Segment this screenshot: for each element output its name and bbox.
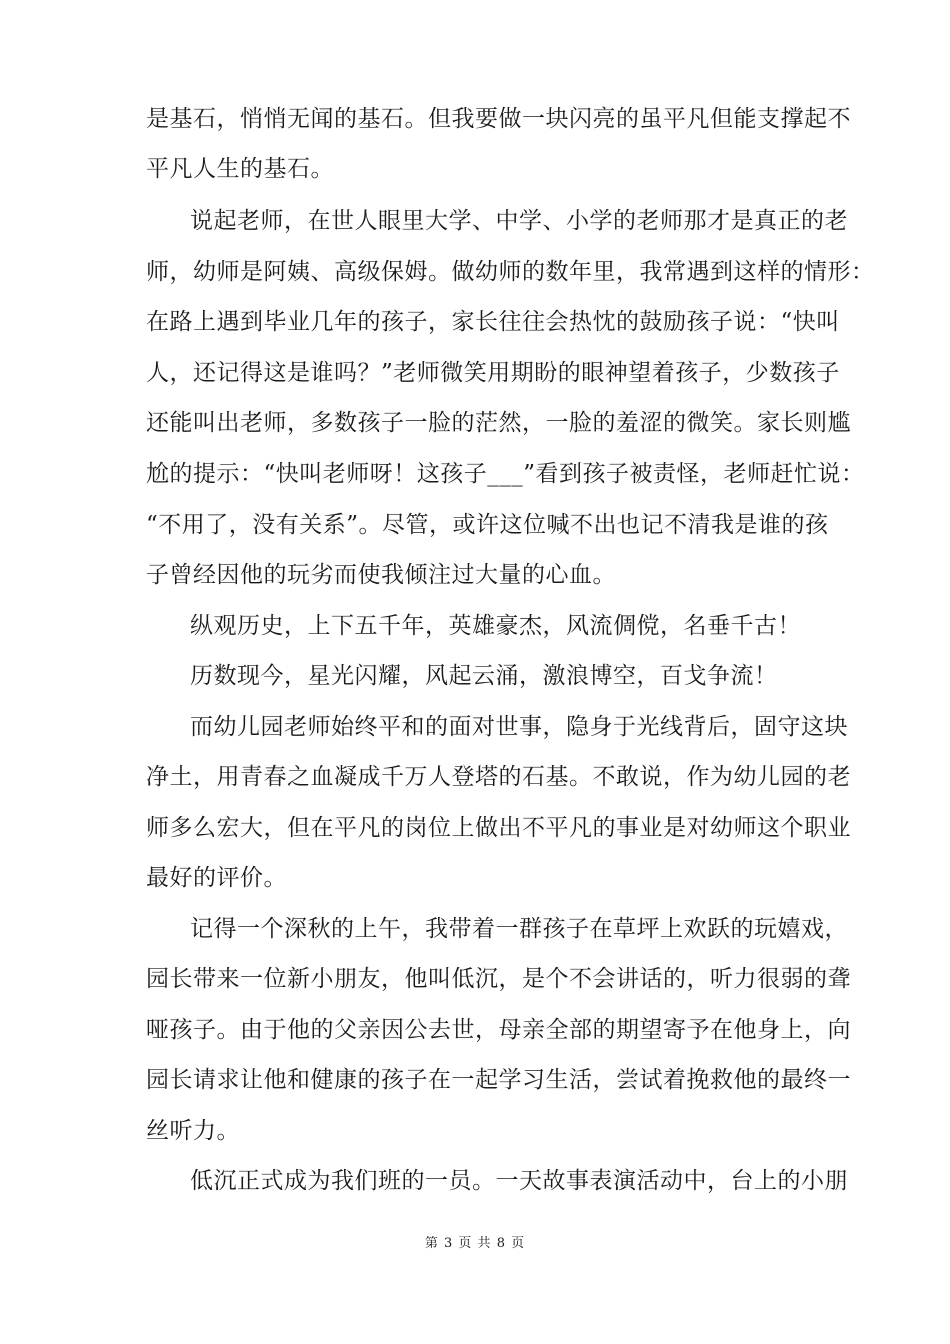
text-line: 纵观历史，上下五千年，英雄豪杰，风流倜傥，名垂千古！ xyxy=(190,613,801,639)
text-line: 记得一个深秋的上午，我带着一群孩子在草坪上欢跃的玩嬉戏， xyxy=(190,916,848,942)
text-line: 师多么宏大，但在平凡的岗位上做出不平凡的事业是对幼师这个职业 xyxy=(146,815,851,841)
text-line: 平凡人生的基石。 xyxy=(146,156,334,182)
text-line: 人，还记得这是谁吗？”老师微笑用期盼的眼神望着孩子，少数孩子 xyxy=(146,360,840,386)
text-line: “不用了，没有关系”。尽管，或许这位喊不出也记不清我是谁的孩 xyxy=(146,512,829,538)
footer-middle: 页 共 xyxy=(458,1236,492,1251)
text-line: 尬的提示：“快叫老师呀！这孩子___”看到孩子被责怪，老师赶忙说： xyxy=(146,461,865,487)
text-line: 园长请求让他和健康的孩子在一起学习生活，尝试着挽救他的最终一 xyxy=(146,1067,851,1093)
text-line: 历数现今，星光闪耀，风起云涌，激浪博空，百戈争流！ xyxy=(190,663,778,689)
text-line: 师，幼师是阿姨、高级保姆。做幼师的数年里，我常遇到这样的情形： xyxy=(146,259,875,285)
total-pages-number: 8 xyxy=(496,1236,506,1251)
text-line: 园长带来一位新小朋友，他叫低沉，是个不会讲话的，听力很弱的聋 xyxy=(146,966,851,992)
text-line: 最好的评价。 xyxy=(146,865,287,891)
text-line: 是基石，悄悄无闻的基石。但我要做一块闪亮的虽平凡但能支撑起不 xyxy=(146,106,851,132)
text-line: 低沉正式成为我们班的一员。一天故事表演活动中，台上的小朋 xyxy=(190,1168,848,1194)
text-line: 净土，用青春之血凝成千万人登塔的石基。不敢说，作为幼儿园的老 xyxy=(146,764,851,790)
text-line: 还能叫出老师，多数孩子一脸的茫然，一脸的羞涩的微笑。家长则尴 xyxy=(146,410,851,436)
footer-prefix: 第 xyxy=(424,1236,439,1251)
footer-suffix: 页 xyxy=(511,1236,526,1251)
text-line: 而幼儿园老师始终平和的面对世事，隐身于光线背后，固守这块 xyxy=(190,714,848,740)
text-line: 子曾经因他的玩劣而使我倾注过大量的心血。 xyxy=(146,562,616,588)
page-number-footer xyxy=(0,1232,950,1251)
current-page-number: 3 xyxy=(444,1236,454,1251)
text-line: 哑孩子。由于他的父亲因公去世，母亲全部的期望寄予在他身上，向 xyxy=(146,1017,851,1043)
text-line: 说起老师，在世人眼里大学、中学、小学的老师那才是真正的老 xyxy=(190,208,848,234)
text-line: 丝听力。 xyxy=(146,1118,240,1144)
text-line: 在路上遇到毕业几年的孩子，家长往往会热忱的鼓励孩子说：“快叫 xyxy=(146,309,840,335)
